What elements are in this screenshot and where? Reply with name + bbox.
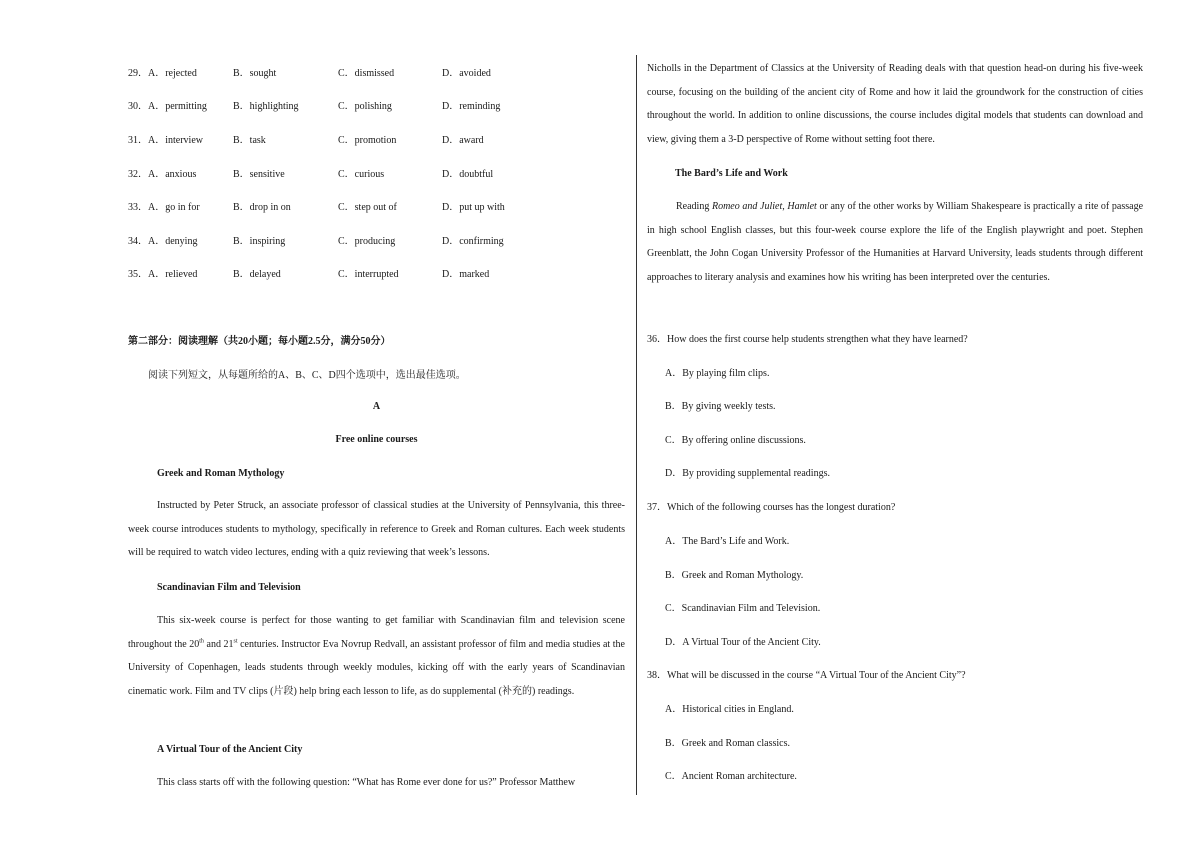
option-row-31 <box>128 131 625 145</box>
option-d: D．put up with <box>442 202 505 213</box>
course-title-greek: Greek and Roman Mythology <box>157 468 285 479</box>
option-a: 29．A．rejected <box>128 68 197 79</box>
question-38-choice-c: C．Ancient Roman architecture. <box>665 771 797 782</box>
course-title-bard: The Bard’s Life and Work <box>675 168 788 179</box>
passage-title: Free online courses <box>335 434 418 445</box>
question-38-stem: 38．What will be discussed in the course “A Virtual Tour of the Ancient City”? <box>647 670 966 681</box>
question-38-choice-b: B．Greek and Roman classics. <box>665 738 790 749</box>
course-text-virtual-tour-start: This class starts off with the following question: “What has Rome ever done for us?” Professor Matthew <box>157 777 576 788</box>
course-text-virtual-tour-cont: Nicholls in the Department of Classics at the University of Reading deals with that question head-on during his five-week course, focusing on the building of the ancient city of Rome and how it laid the groundwork for the construction of cities throughout the world. In addition to online discussions, the course includes digital models that students can download and view, giving them a 3-D perspective of Rome without setting foot there. <box>647 63 1143 145</box>
option-d: D．confirming <box>442 236 504 247</box>
column-divider <box>636 55 637 795</box>
option-b: B．highlighting <box>233 101 299 112</box>
option-a: 32．A．anxious <box>128 169 197 180</box>
option-d: D．award <box>442 135 484 146</box>
question-36-stem: 36．How does the first course help students strengthen what they have learned? <box>647 334 968 345</box>
question-36-choice-c: C．By offering online discussions. <box>665 435 806 446</box>
option-d: D．doubtful <box>442 169 494 180</box>
course-title-scandinavian: Scandinavian Film and Television <box>157 582 301 593</box>
option-row-29 <box>128 64 625 78</box>
part-two-title: 第二部分：阅读理解（共20小题；每小题2.5分，满分50分） <box>128 336 391 347</box>
question-38-choice-a: A．Historical cities in England. <box>665 704 794 715</box>
option-c: C．producing <box>338 236 396 247</box>
option-d: D．marked <box>442 269 490 280</box>
option-row-32 <box>128 165 625 179</box>
option-row-30 <box>128 97 625 111</box>
option-row-35 <box>128 265 625 279</box>
option-row-34 <box>128 232 625 246</box>
option-d: D．reminding <box>442 101 501 112</box>
option-b: B．sought <box>233 68 277 79</box>
option-b: B．sensitive <box>233 169 285 180</box>
option-c: C．promotion <box>338 135 397 146</box>
option-d: D．avoided <box>442 68 491 79</box>
course-text-scandinavian: This six-week course is perfect for those wanting to get familiar with Scandinavian film and television scene throughout the 20th and 21st centuries. Instructor Eva Novrup Redvall, an assistant professor of film and media studies at the University of Copenhagen, leads students through weekly modules, kicking off with the early years of Scandinavian cinematic work. Film and TV clips (片段) help bring each lesson to life, as do supplemental (补充的) readings. <box>128 615 625 697</box>
part-two-instruction: 阅读下列短文，从每题所给的A、B、C、D四个选项中，选出最佳选项。 <box>148 370 466 381</box>
option-b: B．inspiring <box>233 236 286 247</box>
option-c: C．dismissed <box>338 68 395 79</box>
option-c: C．curious <box>338 169 385 180</box>
question-37-choice-c: C．Scandinavian Film and Television. <box>665 603 821 614</box>
passage-letter: A <box>372 401 381 412</box>
question-37-choice-b: B．Greek and Roman Mythology. <box>665 570 804 581</box>
option-b: B．task <box>233 135 266 146</box>
option-row-33 <box>128 198 625 212</box>
course-text-bard: Reading Romeo and Juliet, Hamlet or any of the other works by William Shakespeare is practically a rite of passage in high school English classes, but this four-week course explore the life of the English playwright and poet. Stephen Greenblatt, the John Cogan University Professor of the Humanities at Harvard University, leads students through different approaches to literary analysis and examines how his writing has been interpreted over the centuries. <box>647 201 1144 283</box>
question-36-choice-b: B．By giving weekly tests. <box>665 401 776 412</box>
option-a: 35．A．relieved <box>128 269 198 280</box>
option-a: 33．A．go in for <box>128 202 200 213</box>
option-c: C．interrupted <box>338 269 399 280</box>
question-37-stem: 37．Which of the following courses has the longest duration? <box>647 502 896 513</box>
question-37-choice-a: A．The Bard’s Life and Work. <box>665 536 790 547</box>
option-b: B．delayed <box>233 269 281 280</box>
option-b: B．drop in on <box>233 202 291 213</box>
course-title-virtual-tour: A Virtual Tour of the Ancient City <box>157 744 303 755</box>
option-a: 31．A．interview <box>128 135 203 146</box>
question-36-choice-d: D．By providing supplemental readings. <box>665 468 830 479</box>
question-37-choice-d: D．A Virtual Tour of the Ancient City. <box>665 637 821 648</box>
course-text-greek: Instructed by Peter Struck, an associate professor of classical studies at the University of Pennsylvania, this three-week course introduces students to mythology, specifically in reference to Greek and Roman cultures. Each week students will be required to watch video lectures, ending with a quiz reviewing that week’s lessons. <box>128 500 625 558</box>
option-a: 30．A．permitting <box>128 101 207 112</box>
question-36-choice-a: A．By playing film clips. <box>665 368 770 379</box>
option-c: C．polishing <box>338 101 392 112</box>
option-a: 34．A．denying <box>128 236 198 247</box>
option-c: C．step out of <box>338 202 397 213</box>
